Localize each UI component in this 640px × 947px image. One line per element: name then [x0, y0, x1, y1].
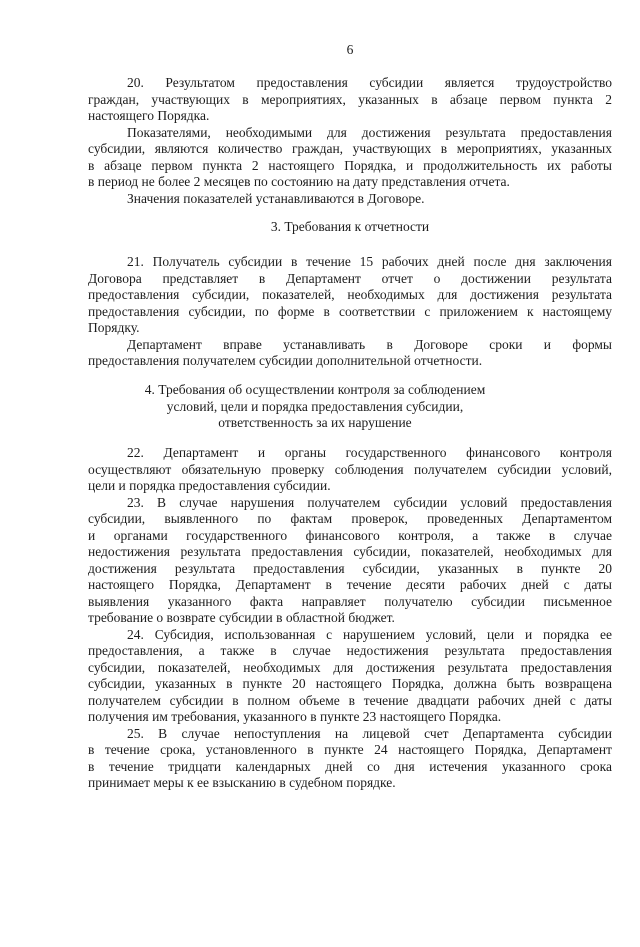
paragraph-20	[88, 75, 612, 125]
text-line: Показателями, необходимыми для достижения результата предоставления	[127, 124, 612, 140]
paragraph-22	[88, 445, 612, 495]
text-line: субсидии, выявленного по фактам проверок, проведенных Департаментом	[88, 511, 612, 526]
paragraph-23	[88, 495, 612, 627]
text-line: в течение срока, установленного в пункте 24 настоящего Порядка, Департамент	[88, 742, 612, 757]
text-line: субсидии, указанных в пункте 20 настоящего Порядка, должна быть возвращена	[88, 676, 612, 691]
text-line: достижения результата предоставления субсидии, указанных в пункте 20	[88, 560, 612, 576]
text-line: выявления указанного факта направляет получателю субсидии письменное	[88, 593, 612, 609]
text-line: получения им требования, указанного в пункте 23 настоящего Порядка.	[88, 709, 502, 724]
text-line: цели и порядка предоставления субсидии.	[88, 478, 331, 493]
text-line: осуществляют обязательную проверку соблюдения получателем субсидии условий,	[88, 461, 612, 477]
text-line: требование о возврате субсидии в областной бюджет.	[88, 610, 395, 625]
paragraph-25	[88, 726, 612, 792]
text-line: настоящего Порядка, Департамент в течение десяти рабочих дней с даты	[88, 577, 612, 592]
text-line: Договора представляет в Департамент отчет о достижении результата	[88, 270, 612, 286]
text-line: Департамент вправе устанавливать в Договоре сроки и формы	[127, 336, 612, 352]
heading-line: условий, цели и порядка предоставления субсидии,	[166, 398, 464, 414]
text-line: предоставления, а также в случае недостижения результата предоставления	[88, 643, 612, 658]
text-line: 24. Субсидия, использованная с нарушением условий, цели и порядка ее	[127, 626, 612, 642]
text-line: настоящего Порядка.	[88, 108, 210, 123]
text-line: 22. Департамент и органы государственного финансового контроля	[127, 445, 612, 460]
paragraph-20-values	[88, 191, 612, 208]
text-line: предоставления субсидии, по форме в соответствии с приложением к настоящему	[88, 303, 612, 319]
text-line: в период не более 2 месяцев по состоянию на дату представления отчета.	[88, 174, 510, 189]
text-line: в течение тридцати календарных дней со дня истечения указанного срока	[88, 758, 612, 774]
page-number: 6	[346, 42, 354, 57]
text-line: и органами государственного финансового контроля, а также в случае	[88, 527, 612, 543]
text-line: Порядку.	[88, 320, 140, 335]
section-3-heading: 3. Требования к отчетности	[270, 219, 430, 234]
text-line: субсидии, являются количество граждан, участвующих в мероприятиях, указанных	[88, 141, 612, 156]
text-line: 25. В случае непоступления на лицевой счет Департамента субсидии	[127, 725, 612, 741]
document-page	[0, 42, 640, 947]
text-line: 23. В случае нарушения получателем субсидии условий предоставления	[127, 494, 612, 510]
paragraph-21	[88, 254, 612, 337]
text-line: субсидии, показателей, необходимых для достижения результата предоставления	[88, 659, 612, 675]
text-line: предоставления субсидии, показателей, необходимых для достижения результата	[88, 287, 612, 302]
paragraph-20-indicators	[88, 125, 612, 191]
paragraph-24	[88, 627, 612, 726]
text-line: 20. Результатом предоставления субсидии является трудоустройство	[127, 75, 612, 90]
text-line: предоставления получателем субсидии дополнительной отчетности.	[88, 353, 483, 368]
text-column	[88, 42, 612, 792]
text-line: Значения показателей устанавливаются в Договоре.	[127, 190, 425, 206]
text-line: получателем субсидии в полном объеме в течение двадцати рабочих дней с даты	[88, 692, 612, 708]
text-line: недостижения результата предоставления субсидии, показателей, необходимых для	[88, 544, 612, 559]
paragraph-21-additional	[88, 337, 612, 370]
text-line: в абзаце первом пункта 2 настоящего Порядка, и продолжительность их работы	[88, 157, 612, 173]
heading-line: 4. Требования об осуществлении контроля за соблюдением	[144, 382, 486, 397]
text-line: 21. Получатель субсидии в течение 15 рабочих дней после дня заключения	[127, 254, 612, 269]
text-line: принимает меры к ее взысканию в судебном порядке.	[88, 775, 396, 790]
text-line: граждан, участвующих в мероприятиях, указанных в абзаце первом пункта 2	[88, 91, 612, 107]
heading-line: ответственность за их нарушение	[218, 415, 412, 430]
section-4-heading	[88, 382, 612, 432]
